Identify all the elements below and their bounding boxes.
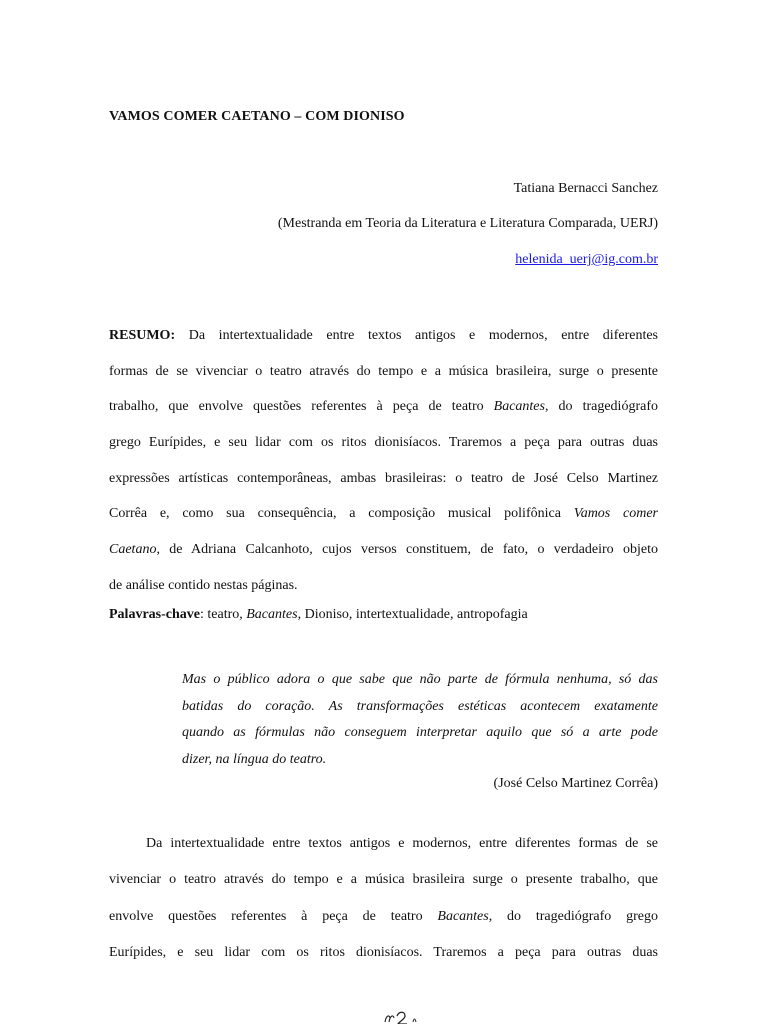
author-name: Tatiana Bernacci Sanchez [513,181,658,196]
abstract-line [109,532,658,568]
abstract-text: Corrêa e, como sua consequência, a composição musical polifônica [109,506,574,522]
body-paragraph [109,826,658,971]
abstract-text: , de Adriana Calcanhoto, cujos versos constituem, de fato, o verdadeiro objeto [156,542,658,558]
epigraph-source: (José Celso Martinez Corrêa) [493,776,658,791]
abstract-line [109,389,658,425]
epigraph-line: Mas o público adora o que sabe que não parte de fórmula nenhuma, só das [182,672,658,687]
abstract-line: expressões artísticas contemporâneas, ambas brasileiras: o teatro de José Celso Martinez [109,470,658,486]
epigraph-line: dizer, na língua do teatro. [182,752,327,768]
epigraph-line: quando as fórmulas não conseguem interpretar aquilo que só a arte pode [182,725,658,741]
document-title: VAMOS COMER CAETANO – COM DIONISO [109,109,405,124]
page-number-glyph [379,1008,427,1024]
keywords-line [109,607,528,623]
abstract-line [109,318,658,354]
abstract-italic: Caetano [109,542,157,558]
abstract-line: grego Eurípides, e seu lidar com os ritos dionisíacos. Traremos a peça para outras duas [109,435,658,451]
body-line [109,899,658,935]
body-text: , do tragediógrafo grego [488,908,658,924]
body-line: Eurípides, e seu lidar com os ritos dionisíacos. Traremos a peça para outras duas [109,944,658,960]
body-italic: Bacantes [437,908,489,924]
keywords-text: , Dioniso, intertextualidade, antropofagia [297,607,528,622]
keywords-italic: Bacantes [246,607,298,622]
abstract-line: formas de se vivenciar o teatro através do tempo e a música brasileira, surge o presente [109,363,658,379]
abstract-paragraph [109,318,658,604]
page-mark-icon [379,1008,427,1024]
author-affiliation: (Mestranda em Teoria da Literatura e Literatura Comparada, UERJ) [277,216,658,231]
abstract-line: de análise contido nestas páginas. [109,577,298,593]
epigraph-quote [182,667,658,774]
epigraph-line: batidas do coração. As transformações estéticas acontecem exatamente [182,698,658,714]
body-text: envolve questões referentes à peça de teatro [109,908,438,924]
author-email-link[interactable]: helenida_uerj@ig.com.br [515,252,658,267]
abstract-text: Da intertextualidade entre textos antigos e modernos, entre diferentes [175,328,658,343]
abstract-label: RESUMO: [109,328,176,343]
keywords-label: Palavras-chave [109,607,200,622]
body-line: vivenciar o teatro através do tempo e a música brasileira surge o presente trabalho, que [109,872,658,888]
keywords-text: : teatro, [199,607,247,622]
abstract-text: trabalho, que envolve questões referentes à peça de teatro [109,399,494,415]
abstract-italic: Vamos comer [573,506,658,522]
body-line: Da intertextualidade entre textos antigos e modernos, entre diferentes formas de se [146,836,658,851]
abstract-text: , do tragediógrafo [544,399,658,415]
abstract-italic: Bacantes [493,399,545,415]
abstract-line [109,496,658,532]
